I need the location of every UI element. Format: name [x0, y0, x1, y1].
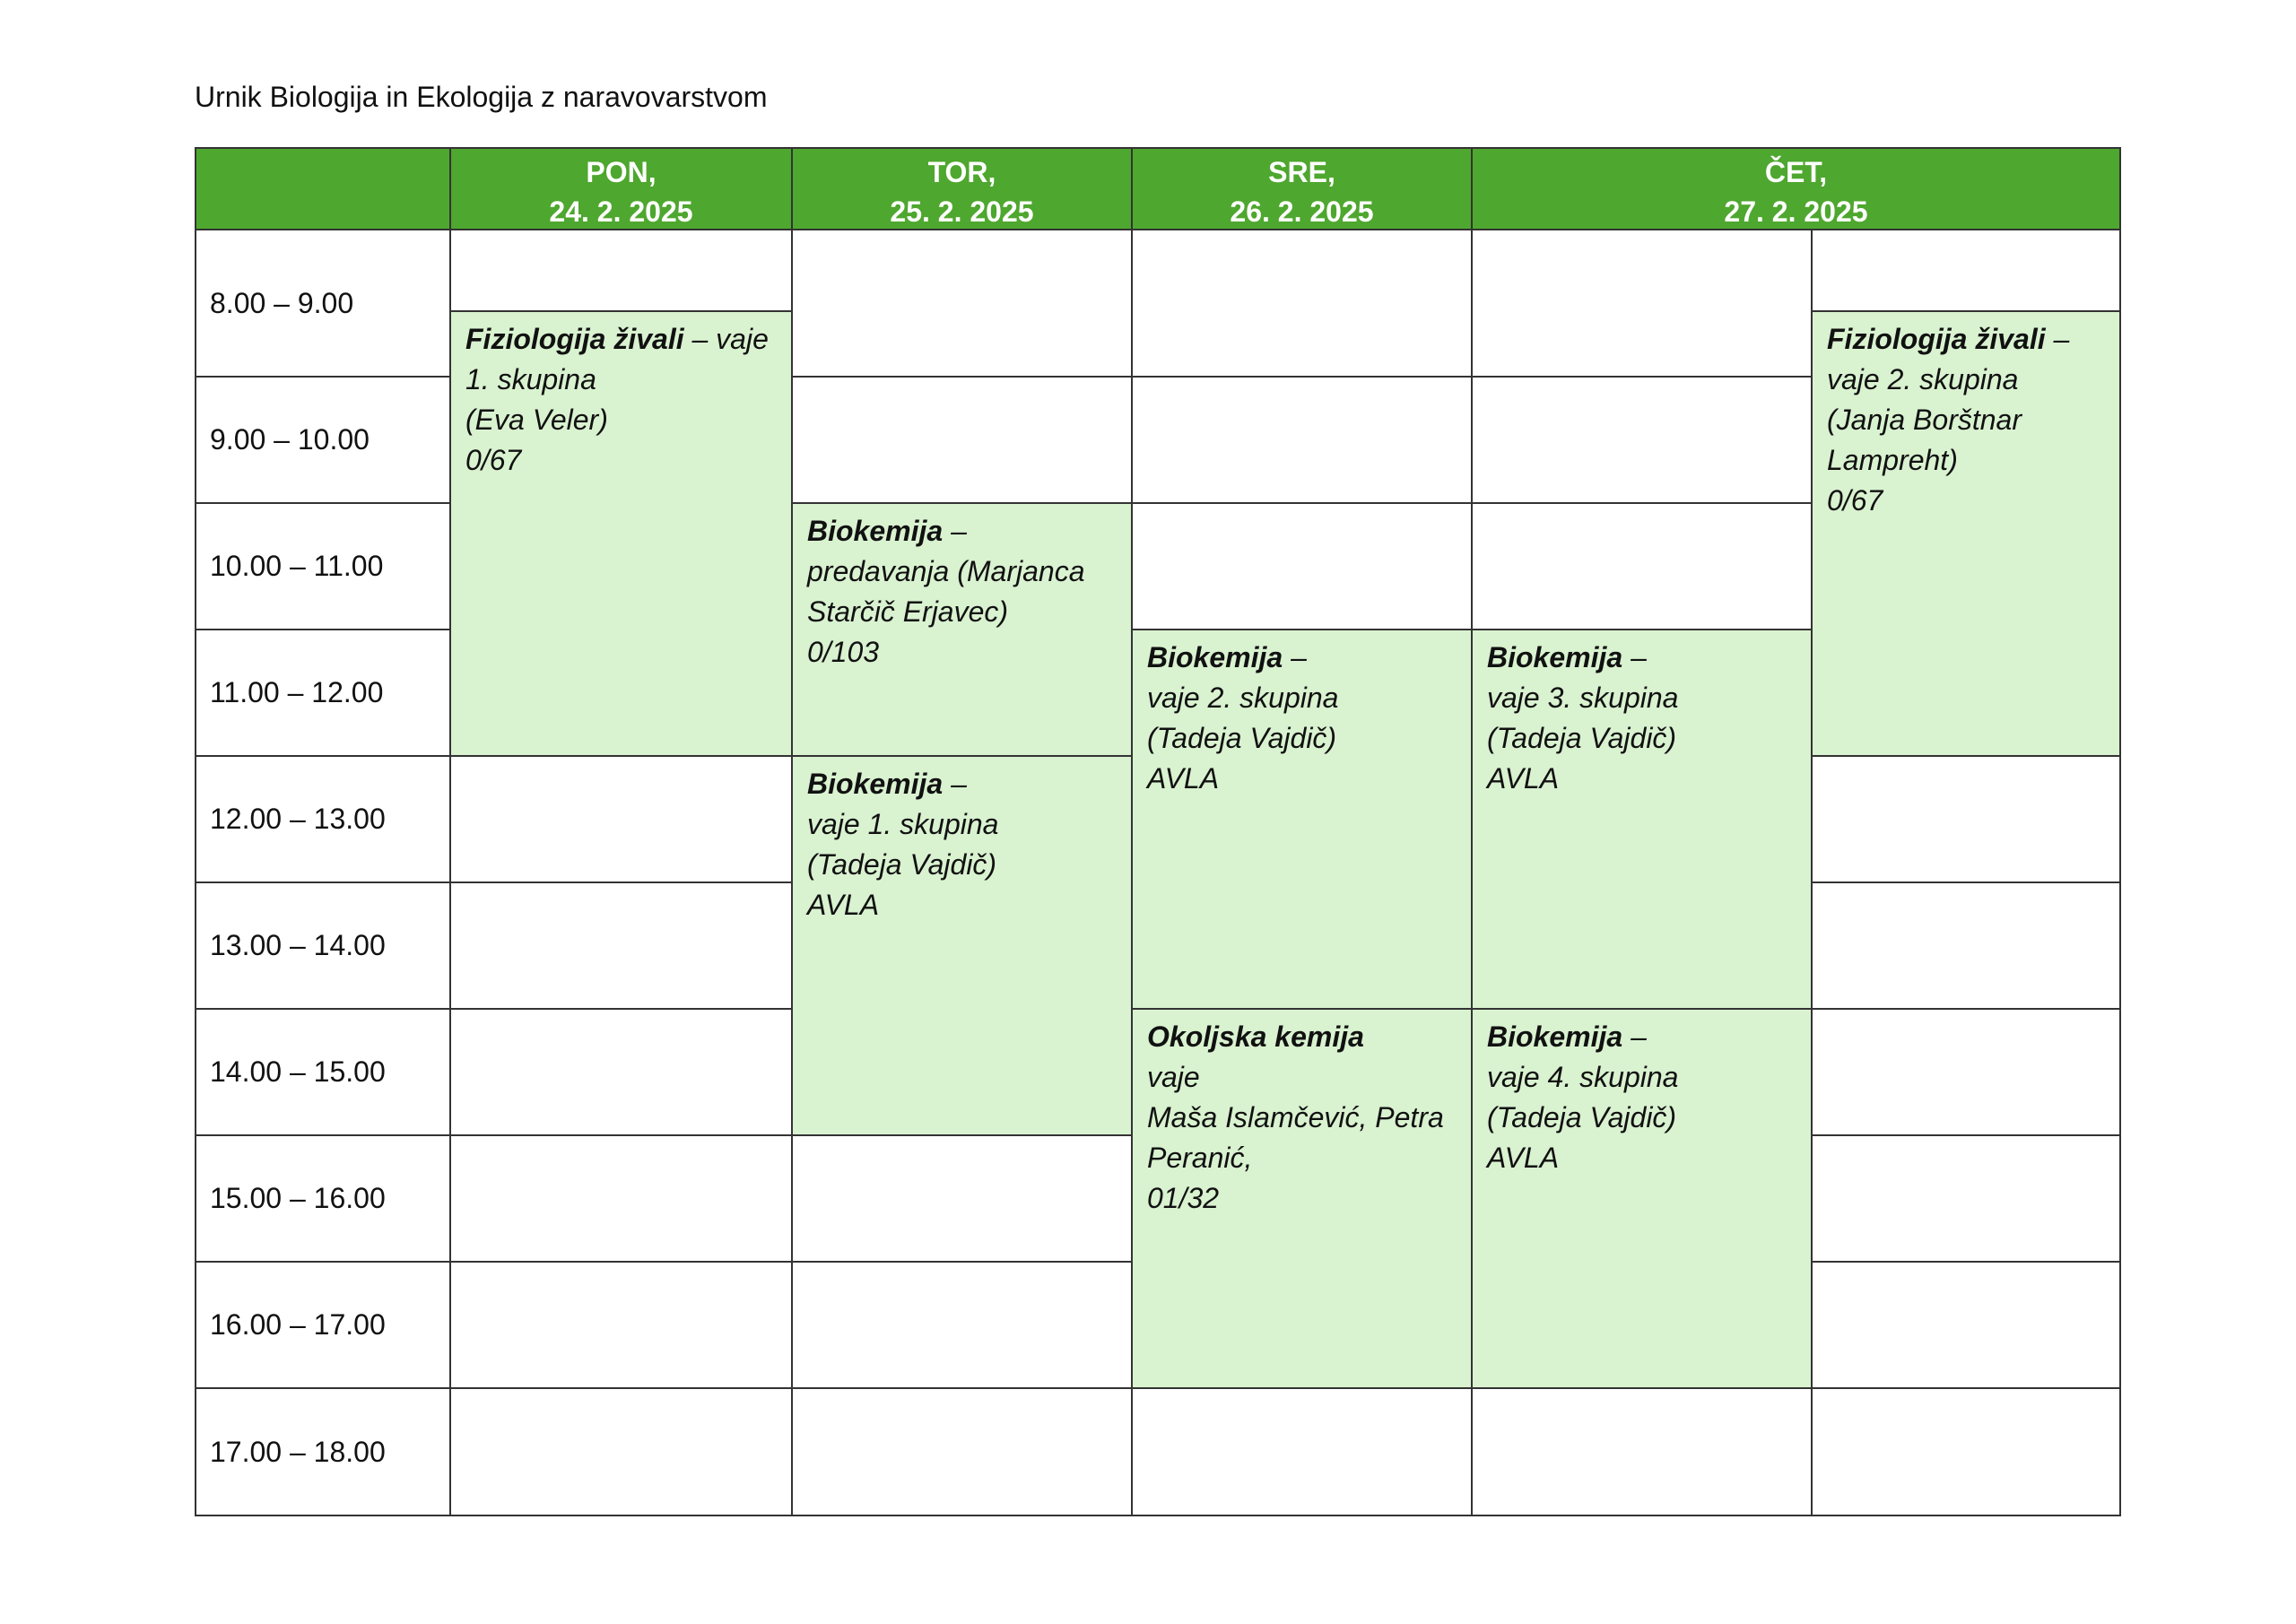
event-details: – vaje 1. skupina (Eva Veler) 0/67: [465, 323, 769, 476]
event-details: – vaje 1. skupina (Tadeja Vajdič) AVLA: [807, 768, 999, 921]
empty-cell: [1811, 881, 2121, 1010]
event-cell[interactable]: [791, 755, 1133, 1136]
event-course: Biokemija: [807, 768, 944, 800]
empty-cell: [1811, 1008, 2121, 1136]
event-course: Fiziologija živali: [465, 323, 684, 355]
empty-cell: [449, 1261, 793, 1389]
page-title: Urnik Biologija in Ekologija z naravovarstvom: [195, 81, 768, 113]
time-slot: 13.00 – 14.00: [195, 881, 451, 1010]
event-details: – vaje 4. skupina (Tadeja Vajdič) AVLA: [1487, 1020, 1679, 1174]
event-cell[interactable]: [1471, 629, 1813, 1010]
day-date: 24. 2. 2025: [549, 195, 693, 228]
time-slot: 11.00 – 12.00: [195, 629, 451, 757]
empty-cell: [1811, 755, 2121, 883]
time-slot: 16.00 – 17.00: [195, 1261, 451, 1389]
empty-cell: [449, 1134, 793, 1263]
event-course: Biokemija: [1147, 641, 1283, 673]
empty-cell: [1131, 376, 1473, 504]
time-slot: 9.00 – 10.00: [195, 376, 451, 504]
header-day-tue: [791, 147, 1133, 230]
empty-cell: [449, 1387, 793, 1516]
event-cell[interactable]: [791, 502, 1133, 757]
empty-cell: [449, 881, 793, 1010]
empty-cell: [1471, 1387, 1813, 1516]
empty-cell: [1131, 502, 1473, 630]
time-slot: 12.00 – 13.00: [195, 755, 451, 883]
empty-cell: [791, 1134, 1133, 1263]
event-cell[interactable]: [1811, 310, 2121, 757]
time-slot: 10.00 – 11.00: [195, 502, 451, 630]
empty-cell: [449, 229, 793, 312]
event-details: – predavanja (Marjanca Starčič Erjavec) 0/103: [807, 515, 1085, 668]
empty-cell: [449, 1008, 793, 1136]
event-details: – vaje 2. skupina (Janja Borštnar Lampreht) 0/67: [1827, 323, 2070, 517]
event-cell[interactable]: [449, 310, 793, 757]
event-course: Biokemija: [1487, 1020, 1623, 1053]
empty-cell: [449, 755, 793, 883]
event-course: Okoljska kemija: [1147, 1020, 1364, 1053]
time-slot: 15.00 – 16.00: [195, 1134, 451, 1263]
event-details: – vaje 2. skupina (Tadeja Vajdič) AVLA: [1147, 641, 1339, 795]
event-cell[interactable]: [1131, 1008, 1473, 1389]
day-date: 26. 2. 2025: [1230, 195, 1374, 228]
empty-cell: [791, 229, 1133, 378]
empty-cell: [791, 1261, 1133, 1389]
time-slot: 17.00 – 18.00: [195, 1387, 451, 1516]
empty-cell: [1471, 229, 1813, 378]
event-course: Biokemija: [807, 515, 944, 547]
empty-cell: [1131, 1387, 1473, 1516]
day-date: 25. 2. 2025: [890, 195, 1034, 228]
event-cell[interactable]: [1131, 629, 1473, 1010]
day-date: 27. 2. 2025: [1724, 195, 1868, 228]
empty-cell: [791, 376, 1133, 504]
empty-cell: [1811, 1387, 2121, 1516]
header-day-thu: [1471, 147, 2121, 230]
header-day-wed: [1131, 147, 1473, 230]
event-details: – vaje 3. skupina (Tadeja Vajdič) AVLA: [1487, 641, 1679, 795]
day-name: SRE,: [1268, 156, 1335, 188]
empty-cell: [1471, 376, 1813, 504]
header-corner: [195, 147, 451, 230]
day-name: ČET,: [1764, 156, 1828, 188]
empty-cell: [1131, 229, 1473, 378]
event-cell[interactable]: [1471, 1008, 1813, 1389]
empty-cell: [1811, 1261, 2121, 1389]
empty-cell: [1811, 1134, 2121, 1263]
empty-cell: [791, 1387, 1133, 1516]
event-course: Fiziologija živali: [1827, 323, 2046, 355]
day-name: PON,: [586, 156, 657, 188]
header-day-mon: [449, 147, 793, 230]
empty-cell: [1471, 502, 1813, 630]
time-slot: 8.00 – 9.00: [195, 229, 451, 378]
empty-cell: [1811, 229, 2121, 312]
day-name: TOR,: [927, 156, 996, 188]
time-slot: 14.00 – 15.00: [195, 1008, 451, 1136]
event-details: vaje Maša Islamčević, Petra Peranić, 01/32: [1147, 1061, 1444, 1214]
event-course: Biokemija: [1487, 641, 1623, 673]
